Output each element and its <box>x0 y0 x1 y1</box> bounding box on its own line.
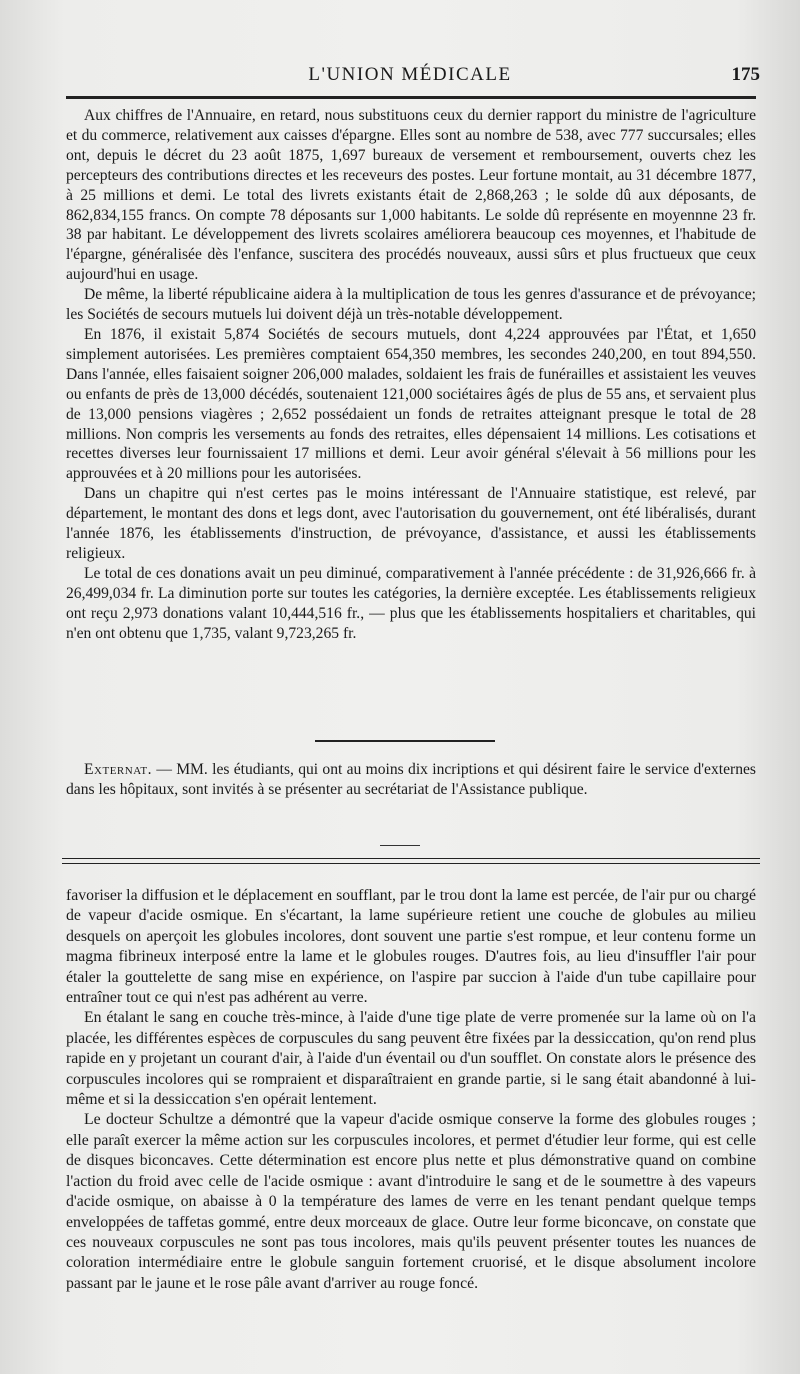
externat-notice <box>66 760 756 800</box>
page-header <box>60 64 760 94</box>
lower-feuilleton <box>66 886 756 1294</box>
paragraph-caisses-epargne: Aux chiffres de l'Annuaire, en retard, nous substituons ceux du dernier rapport du ministre de l'agriculture et du commerce, relativement aux caisses d'épargne. Elles sont au nombre de 538, avec 777 succursales; elles ont, depuis le décret du 23 août 1875, 1,697 bureaux de versement et remboursement, ouverts chez les percepteurs des contributions directes et les receveurs des postes. Leur fortune montait, au 31 décembre 1877, à 25 millions et demi. Le total des livrets existants était de 2,868,263 ; le solde dû aux déposants, de 862,834,155 francs. On compte 78 déposants sur 1,000 habitants. Le solde dû représente en moyennne 23 fr. 38 par habitant. Le développement des livrets scolaires améliorera beaucoup ces moyennes, et l'habitude de l'épargne, généralisée dès l'enfance, suscitera des procédés nouveaux, aussi sûrs et plus fructueux que ceux aujourd'hui en usage. <box>66 107 756 284</box>
paragraph-sang-couche: En étalant le sang en couche très-mince, à l'aide d'une tige plate de verre promenée sur la lame où on l'a placée, les différentes espèces de corpuscules du sang peuvent être fixées par la dessiccation, qu'on rend plus rapide en y projetant un courant d'air, à l'aide d'un éventail ou d'un soufflet. On constate alors le présence des corpuscules incolores qui se rompraient et disparaîtraient en grande partie, si le sang était abandonné à lui-même et si la dessiccation s'en opérait lentement. <box>66 1009 756 1109</box>
notice-text: — MM. les étudiants, qui ont au moins dix incriptions et qui désirent faire le service d'externes dans les hôpitaux, sont invités à se présenter au secrétariat de l'Assistance publique. <box>66 761 756 798</box>
paragraph-liberte: De même, la liberté républicaine aidera à la multiplication de tous les genres d'assurance et de prévoyance; les Sociétés de secours mutuels lui doivent déjà un très-notable développement. <box>66 286 756 324</box>
paragraph-secours-mutuels: En 1876, il existait 5,874 Sociétés de secours mutuels, dont 4,224 approuvées par l'État, et 1,650 simplement autorisées. Les premières comptaient 654,350 membres, les secondes 240,200, en tout 894,550. Dans l'année, elles faisaient soigner 206,000 malades, soldaient les frais de funérailles et assistaient les veuves ou enfants de près de 13,000 décédés, soutenaient 121,000 sociétaires âgés de plus de 55 ans, et servaient plus de 13,000 pensions viagères ; 2,652 possédaient un fonds de retraites atteignant presque le total de 28 millions. Non compris les versements au fonds des retraites, elles dépensaient 14 millions. Les cotisations et recettes diverses leur fournissaient 17 millions et demi. Leur avoir général s'élevait à 56 millions pour les approuvées et à 20 millions pour les autorisées. <box>66 325 756 483</box>
paragraph-acide-osmique: favoriser la diffusion et le déplacement en soufflant, par le trou dont la lame est percée, de l'air pur ou chargé de vapeur d'acide osmique. En s'écartant, la lame supérieure retient une couche de globules au milieu desquels on aperçoit les globules incolores, dont souvent une partie s'est rompue, et leur contenu forme un magma fibrineux interposé entre la lame et le globules rouges. D'autres fois, au lieu d'insuffler l'air pour étaler la gouttelette de sang mise en expérience, on l'aspire par succion à l'aide d'un tube capillaire pour entraîner tout ce qui n'est pas adhérent au verre. <box>66 887 756 1007</box>
page-number: 175 <box>731 64 760 85</box>
paragraph-dons-legs: Dans un chapitre qui n'est certes pas le moins intéressant de l'Annuaire statistique, est relevé, par département, le montant des dons et legs dont, avec l'autorisation du gouvernement, ont été libéralisés, durant l'année 1876, les établissements d'instruction, de prévoyance, d'assistance, et aussi les établissements religieux. <box>66 485 756 562</box>
section-divider <box>315 740 495 742</box>
short-divider <box>380 845 420 846</box>
header-rule <box>66 96 756 99</box>
notice-paragraph <box>66 760 756 800</box>
paragraph-donations-total: Le total de ces donations avait un peu diminué, comparativement à l'année précédente : de 31,926,666 fr. à 26,499,034 fr. La diminution porte sur toutes les catégories, la dernière exceptée. Les établissements religieux ont reçu 2,973 donations valant 10,444,516 fr., — plus que les établissements hospitaliers et charitables, qui n'en ont obtenu que 1,735, valant 9,723,265 fr. <box>66 564 756 642</box>
paragraph-schultze: Le docteur Schultze a démontré que la vapeur d'acide osmique conserve la forme des globules rouges ; elle paraît exercer la même action sur les corpuscules incolores, et permet d'étudier leur forme, qui est celle de disques biconcaves. Cette détermination est encore plus nette et plus démonstrative quand on combine l'action du froid avec celle de l'acide osmique : avant d'introduire le sang et de le soumettre à des vapeurs d'acide osmique, on abaisse à 0 la température des lames de verre en les tenant pendant quelque temps enveloppées de taffetas gommé, entre deux morceaux de glace. Outre leur forme biconcave, on constate que ces nouveaux corpuscules ne sont pas tous incolores, mais qu'ils peuvent présenter toutes les nuances de coloration intermédiaire entre le globule sanguin fortement cruorisé, et le disque absolument incolore passant par le jaune et le rose pâle avant d'arriver au rouge foncé. <box>66 1111 756 1292</box>
feuilleton-double-rule <box>62 858 760 864</box>
running-title: L'UNION MÉDICALE <box>308 64 512 85</box>
notice-label: Externat. <box>84 761 153 778</box>
upper-article <box>66 106 756 643</box>
